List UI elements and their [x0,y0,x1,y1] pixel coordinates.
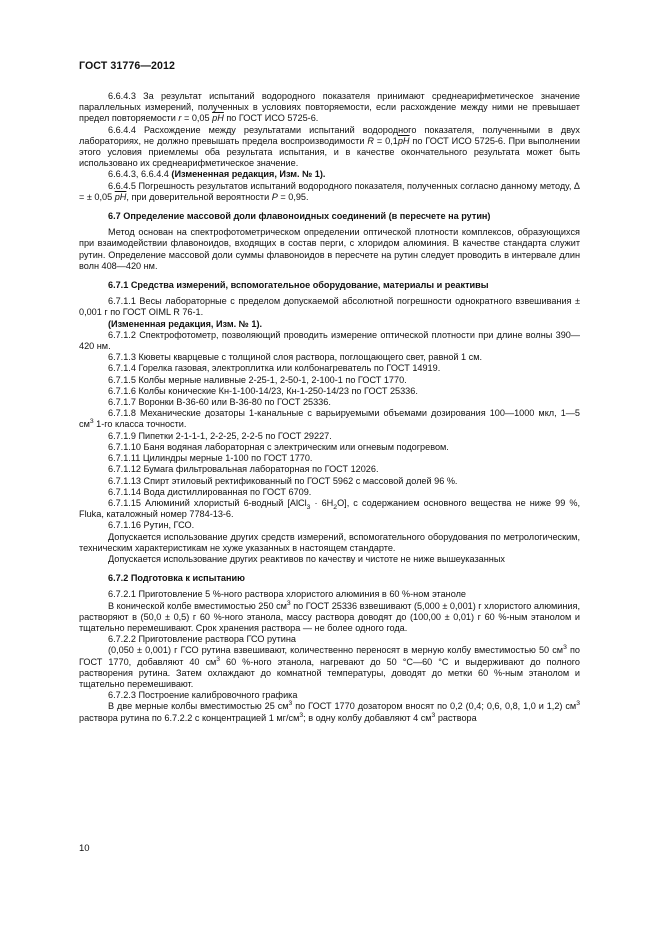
item-6-7-1-13: 6.7.1.13 Спирт этиловый ректификованный по ГОСТ 5962 с массовой долей 96 %. [108,475,458,486]
revision-note-6-6-4: 6.6.4.3, 6.6.4.4 (Измененная редакция, Изм. № 1). [108,169,326,180]
item-6-7-1-5: 6.7.1.5 Колбы мерные наливные 2-25-1, 2-50-1, 2-100-1 по ГОСТ 1770. [108,374,407,385]
item-6-7-2-1-title: 6.7.2.1 Приготовление 5 %-ного раствора хлористого алюминия в 60 %-ном этаноле [108,589,466,600]
section-heading-6-7: 6.7 Определение массовой доли флавоноидных соединений (в пересчете на рутин) [108,211,491,222]
item-6-7-1-2: 6.7.1.2 Спектрофотометр, позволяющий проводить измерение оптической плотности при длине волны 390—420 нм. [79,329,580,352]
item-6-7-1-1: 6.7.1.1 Весы лабораторные с пределом допускаемой абсолютной погрешности однократного взвешивания ± 0,001 г по ГОСТ OIML R 76-1. [79,296,580,318]
item-6-7-1-16: 6.7.1.16 Рутин, ГСО. [108,520,195,531]
item-6-7-2-2-text: (0,050 ± 0,001) г ГСО рутина взвешивают, количественно переносят в мерную колбу вместимостью 50 $см^3$ по ГОСТ 1770, добавляют 40 $см^3$ 60 %-ного этанола, нагревают до 50 °С—60 °С и выдерживают до полного растворения рутина. Затем охлаждают до комнатной температуры, доводят до метки 60 %-ным этанолом и тщательно перемешивают. [79,644,580,689]
item-6-7-1-9: 6.7.1.9 Пипетки 2-1-1-1, 2-2-25, 2-2-5 по ГОСТ 29227. [108,430,332,441]
section-heading-6-7-2: 6.7.2 Подготовка к испытанию [108,573,245,584]
item-6-7-2-1-text: В конической колбе вместимостью 250 $см^3$ по ГОСТ 25336 взвешивают (5,000 ± 0,001) г хлористого алюминия, растворяют в (50,0 ± 0,5) г 60 %-ного этанола, массу раствора доводят до (100,00 ± 0,01) г 60 %-ным этанолом и тщательно перемешивают. Срок хранения раствора — не более одного года. [79,599,580,633]
item-6-7-2-3-text: В две мерные колбы вместимостью 25 $см^3$ по ГОСТ 1770 дозатором вносят по 0,2 (0,4; 0,6, 0,8, 1,0 и 1,2) $см^3$ раствора рутина по 6.7.2.2 с концентрацией 1 $мг/см^3$; в одну колбу добавляют 4 $см^3$ раствора [79,700,580,723]
allowance-equipment: Допускается использование других средств измерений, вспомогательного оборудования по метрологическим, техническим характеристикам не хуже указанных в настоящем стандарте. [79,531,580,553]
revision-note-6-7-1-1: (Измененная редакция, Изм. № 1). [108,318,263,329]
paragraph-6-6-4-4: 6.6.4.4 Расхождение между результатами испытаний водородного показателя, полученными в двух лабораториях, не должно превышать предела воспроизводимости $R = 0,1\overline{pH}$ по ГОСТ ИСО 5725-6. При выполнении этого условия приемлемы оба результата испытания, и в качестве окончательного результата может быть использовано их среднеарифметическое значение. [79,124,580,169]
item-6-7-1-12: 6.7.1.12 Бумага фильтровальная лабораторная по ГОСТ 12026. [108,464,379,475]
item-6-7-1-6: 6.7.1.6 Колбы конические Кн-1-100-14/23, Кн-1-250-14/23 по ГОСТ 25336. [108,385,418,396]
paragraph-6-6-4-5: 6.6.4.5 Погрешность результатов испытаний водородного показателя, полученных согласно данному методу, Δ = ± 0,05 $\overline{pH}$, при доверительной вероятности P = 0,95. [79,180,580,202]
item-6-7-1-11: 6.7.1.11 Цилиндры мерные 1-100 по ГОСТ 1770. [108,453,313,464]
page-number: 10 [79,843,90,854]
page-body [79,91,580,724]
item-6-7-2-3-title: 6.7.2.3 Построение калибровочного графика [108,690,298,701]
document-header: ГОСТ 31776—2012 [79,60,176,72]
item-6-7-1-3: 6.7.1.3 Кюветы кварцевые с толщиной слоя раствора, поглощающего свет, равной 1 см. [108,352,483,363]
item-6-7-1-8: 6.7.1.8 Механические дозаторы 1-канальные с варьируемыми объемами дозирования 100—1000 мкл, 1—5 $см^3$ 1-го класса точности. [79,408,580,430]
item-6-7-1-4: 6.7.1.4 Горелка газовая, электроплитка или колбонагреватель по ГОСТ 14919. [108,363,441,374]
item-6-7-1-14: 6.7.1.14 Вода дистиллированная по ГОСТ 6709. [108,486,312,497]
paragraph-6-6-4-3: 6.6.4.3 За результат испытаний водородного показателя принимают среднеарифметическое значение параллельных измерений, полученных в условиях повторяемости, если расхождение между ними не превышает предел повторяемости r = 0,05 $\overline{pH}$ по ГОСТ ИСО 5725-6. [79,91,580,124]
method-intro: Метод основан на спектрофотометрическом определении оптической плотности комплексов, образующихся при взаимодействии флавоноидов, входящих в состав перги, с хлоридом алюминия. В качестве стандарта служит рутин. Определение массовой доли суммы флавоноидов в пересчете на рутин следует проводить в интервале длин волн 408—420 нм. [79,227,580,271]
section-heading-6-7-1: 6.7.1 Средства измерений, вспомогательное оборудование, материалы и реактивы [108,280,489,291]
item-6-7-2-2-title: 6.7.2.2 Приготовление раствора ГСО рутина [108,634,296,645]
item-6-7-1-15: 6.7.1.15 Алюминий хлористый 6-водный [AlCl$_3$ · $6H_2O$], с содержанием основного вещества не ниже 99 %, Fluka, каталожный номер 7784-13-6. [79,497,580,520]
allowance-reagents: Допускается использование других реактивов по качеству и чистоте не ниже вышеуказанных [108,553,505,564]
item-6-7-1-7: 6.7.1.7 Воронки В-36-60 или В-36-80 по ГОСТ 25336. [108,397,331,408]
item-6-7-1-10: 6.7.1.10 Баня водяная лабораторная с электрическим или огневым подогревом. [108,441,449,452]
